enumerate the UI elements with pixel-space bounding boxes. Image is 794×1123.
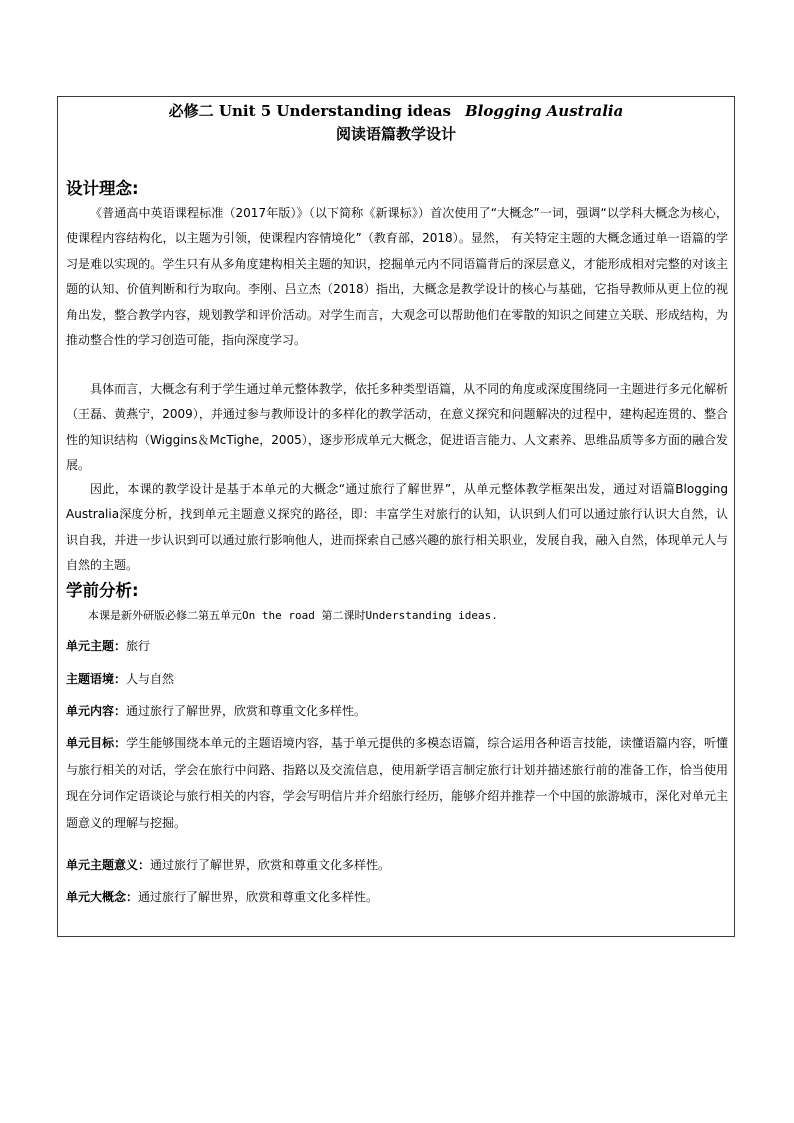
item-label: 单元目标： xyxy=(66,736,127,750)
design-concept-heading: 设计理念: xyxy=(66,179,139,198)
item-label: 单元内容： xyxy=(66,704,127,718)
design-concept-paragraph-1: 《普通高中英语课程标准（2017年版）》（以下简称《新课标》）首次使用了“大概念”一词，强调“以学科大概念为核心，使课程内容结构化，以主题为引领，使课程内容情境化”（教育部，2018）。显然， 有关特定主题的大概念通过单一语篇的学习是难以实现的。学生只有从多角度建构相关主题的知识，挖掘单元内不同语篇背后的深层意义，才能形成相对完整的对该主题的认知、价值判断和行为取向。李刚、吕立杰（2018）指出，大概念是教学设计的核心与基础，它指导教师从更上位的视角出发，整合教学内容，规划教学和评价活动。对学生而言，大观念可以帮助他们在零散的知识之间建立关联、形成结构，为推动整合性的学习创造可能，指向深度学习。 xyxy=(66,206,728,348)
design-concept-paragraph-2: 具体而言，大概念有利于学生通过单元整体教学，依托多种类型语篇，从不同的角度或深度围绕同一主题进行多元化解析（王磊、黄燕宁，2009），并通过参与教师设计的多样化的教学活动，在意义探究和问题解决的过程中，建构起连贯的、整合性的知识结构（Wiggins＆McTighe，2005），逐步形成单元大概念，促进语言能力、人文素养、思维品质等多方面的融合发展。 xyxy=(66,382,728,473)
pre-analysis-heading: 学前分析: xyxy=(66,581,139,600)
item-label: 单元大概念： xyxy=(66,890,139,904)
title-italic: Blogging Australia xyxy=(465,102,624,120)
item-text: 通过旅行了解世界，欣赏和尊重文化多样性。 xyxy=(138,890,379,904)
document-title xyxy=(57,100,735,122)
item-label: 单元主题： xyxy=(66,639,127,653)
title-main: 必修二 Unit 5 Understanding ideas xyxy=(168,102,451,120)
item-unit-content xyxy=(66,698,728,725)
pre-analysis-intro: 本课是新外研版必修二第五单元On the road 第二课时Understanding ideas. xyxy=(88,609,498,622)
item-text: 学生能够围绕本单元的主题语境内容，基于单元提供的多模态语篇，综合运用各种语言技能，读懂语篇内容，听懂与旅行相关的对话，学会在旅行中问路、指路以及交流信息，使用新学语言制定旅行计划并描述旅行前的准备工作，恰当使用现在分词作定语谈论与旅行相关的内容，学会写明信片并介绍旅行经历，能够介绍并推荐一个中国的旅游城市，深化对单元主题意义的理解与挖掘。 xyxy=(66,736,728,830)
item-text: 通过旅行了解世界，欣赏和尊重文化多样性。 xyxy=(150,858,391,872)
document-subtitle: 阅读语篇教学设计 xyxy=(335,125,456,143)
item-text: 通过旅行了解世界，欣赏和尊重文化多样性。 xyxy=(126,704,367,718)
item-label: 单元主题意义： xyxy=(66,858,151,872)
item-unit-theme xyxy=(66,633,728,660)
item-unit-goals xyxy=(66,730,728,836)
item-text: 旅行 xyxy=(126,639,151,653)
item-theme-context xyxy=(66,666,728,693)
item-big-concept xyxy=(66,884,728,911)
item-text: 人与自然 xyxy=(126,672,175,686)
item-label: 主题语境： xyxy=(66,672,127,686)
design-concept-paragraph-3: 因此，本课的教学设计是基于本单元的大概念“通过旅行了解世界”，从单元整体教学框架出发，通过对语篇Blogging Australia深度分析，找到单元主题意义探究的路径，即：丰富学生对旅行的认知，认识到人们可以通过旅行认识大自然，认识自我，并进一步认识到可以通过旅行影响他人，进而探索自己感兴趣的旅行相关职业，发展自我，融入自然，体现单元人与自然的主题。 xyxy=(66,482,728,573)
item-theme-meaning xyxy=(66,852,728,879)
